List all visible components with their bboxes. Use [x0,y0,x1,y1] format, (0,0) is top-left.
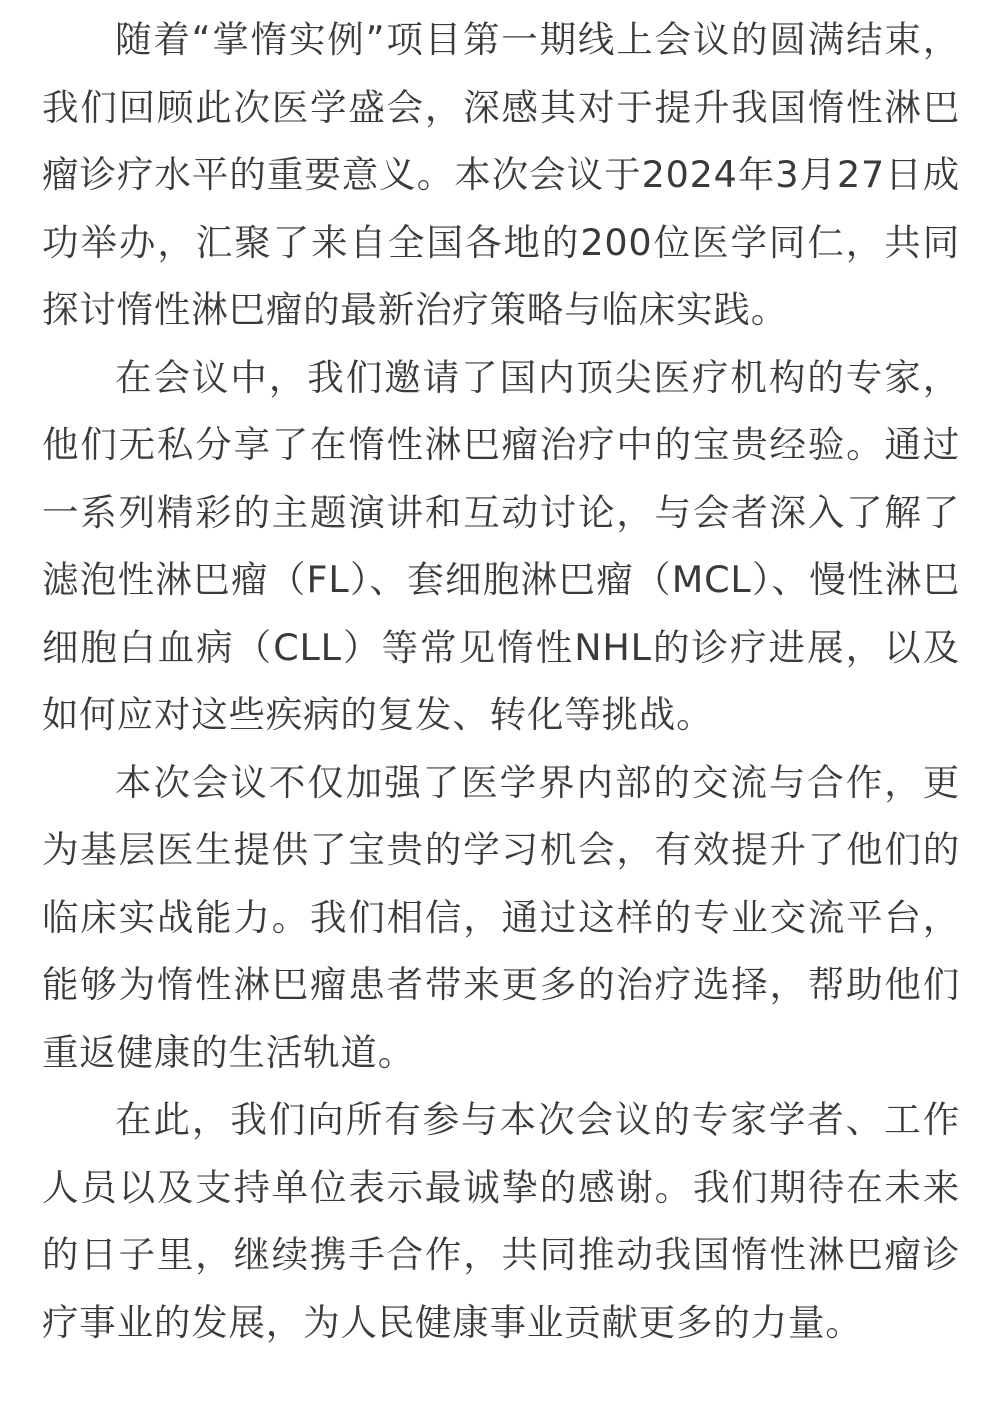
paragraph-expert-sharing: 在会议中，我们邀请了国内顶尖医疗机构的专家，他们无私分享了在惰性淋巴瘤治疗中的宝贵经验。通过一系列精彩的主题演讲和互动讨论，与会者深入了解了滤泡性淋巴瘤（FL）、套细胞淋巴瘤（MCL）、慢性淋巴细胞白血病（CLL）等常见惰性NHL的诊疗进展，以及如何应对这些疾病的复发、转化等挑战。 [42,355,960,736]
paragraph-conference-value: 本次会议不仅加强了医学界内部的交流与合作，更为基层医生提供了宝贵的学习机会，有效提升了他们的临床实战能力。我们相信，通过这样的专业交流平台，能够为惰性淋巴瘤患者带来更多的治疗选择，帮助他们重返健康的生活轨道。 [42,760,960,1074]
paragraph-conference-summary: 随着“掌惰实例”项目第一期线上会议的圆满结束，我们回顾此次医学盛会，深感其对于提升我国惰性淋巴瘤诊疗水平的重要意义。本次会议于2024年3月27日成功举办，汇聚了来自全国各地的200位医学同仁，共同探讨惰性淋巴瘤的最新治疗策略与临床实践。 [42,18,960,331]
article-body [42,6,960,1356]
paragraph-acknowledgements: 在此，我们向所有参与本次会议的专家学者、工作人员以及支持单位表示最诚挚的感谢。我们期待在未来的日子里，继续携手合作，共同推动我国惰性淋巴瘤诊疗事业的发展，为人民健康事业贡献更多的力量。 [42,1098,960,1344]
